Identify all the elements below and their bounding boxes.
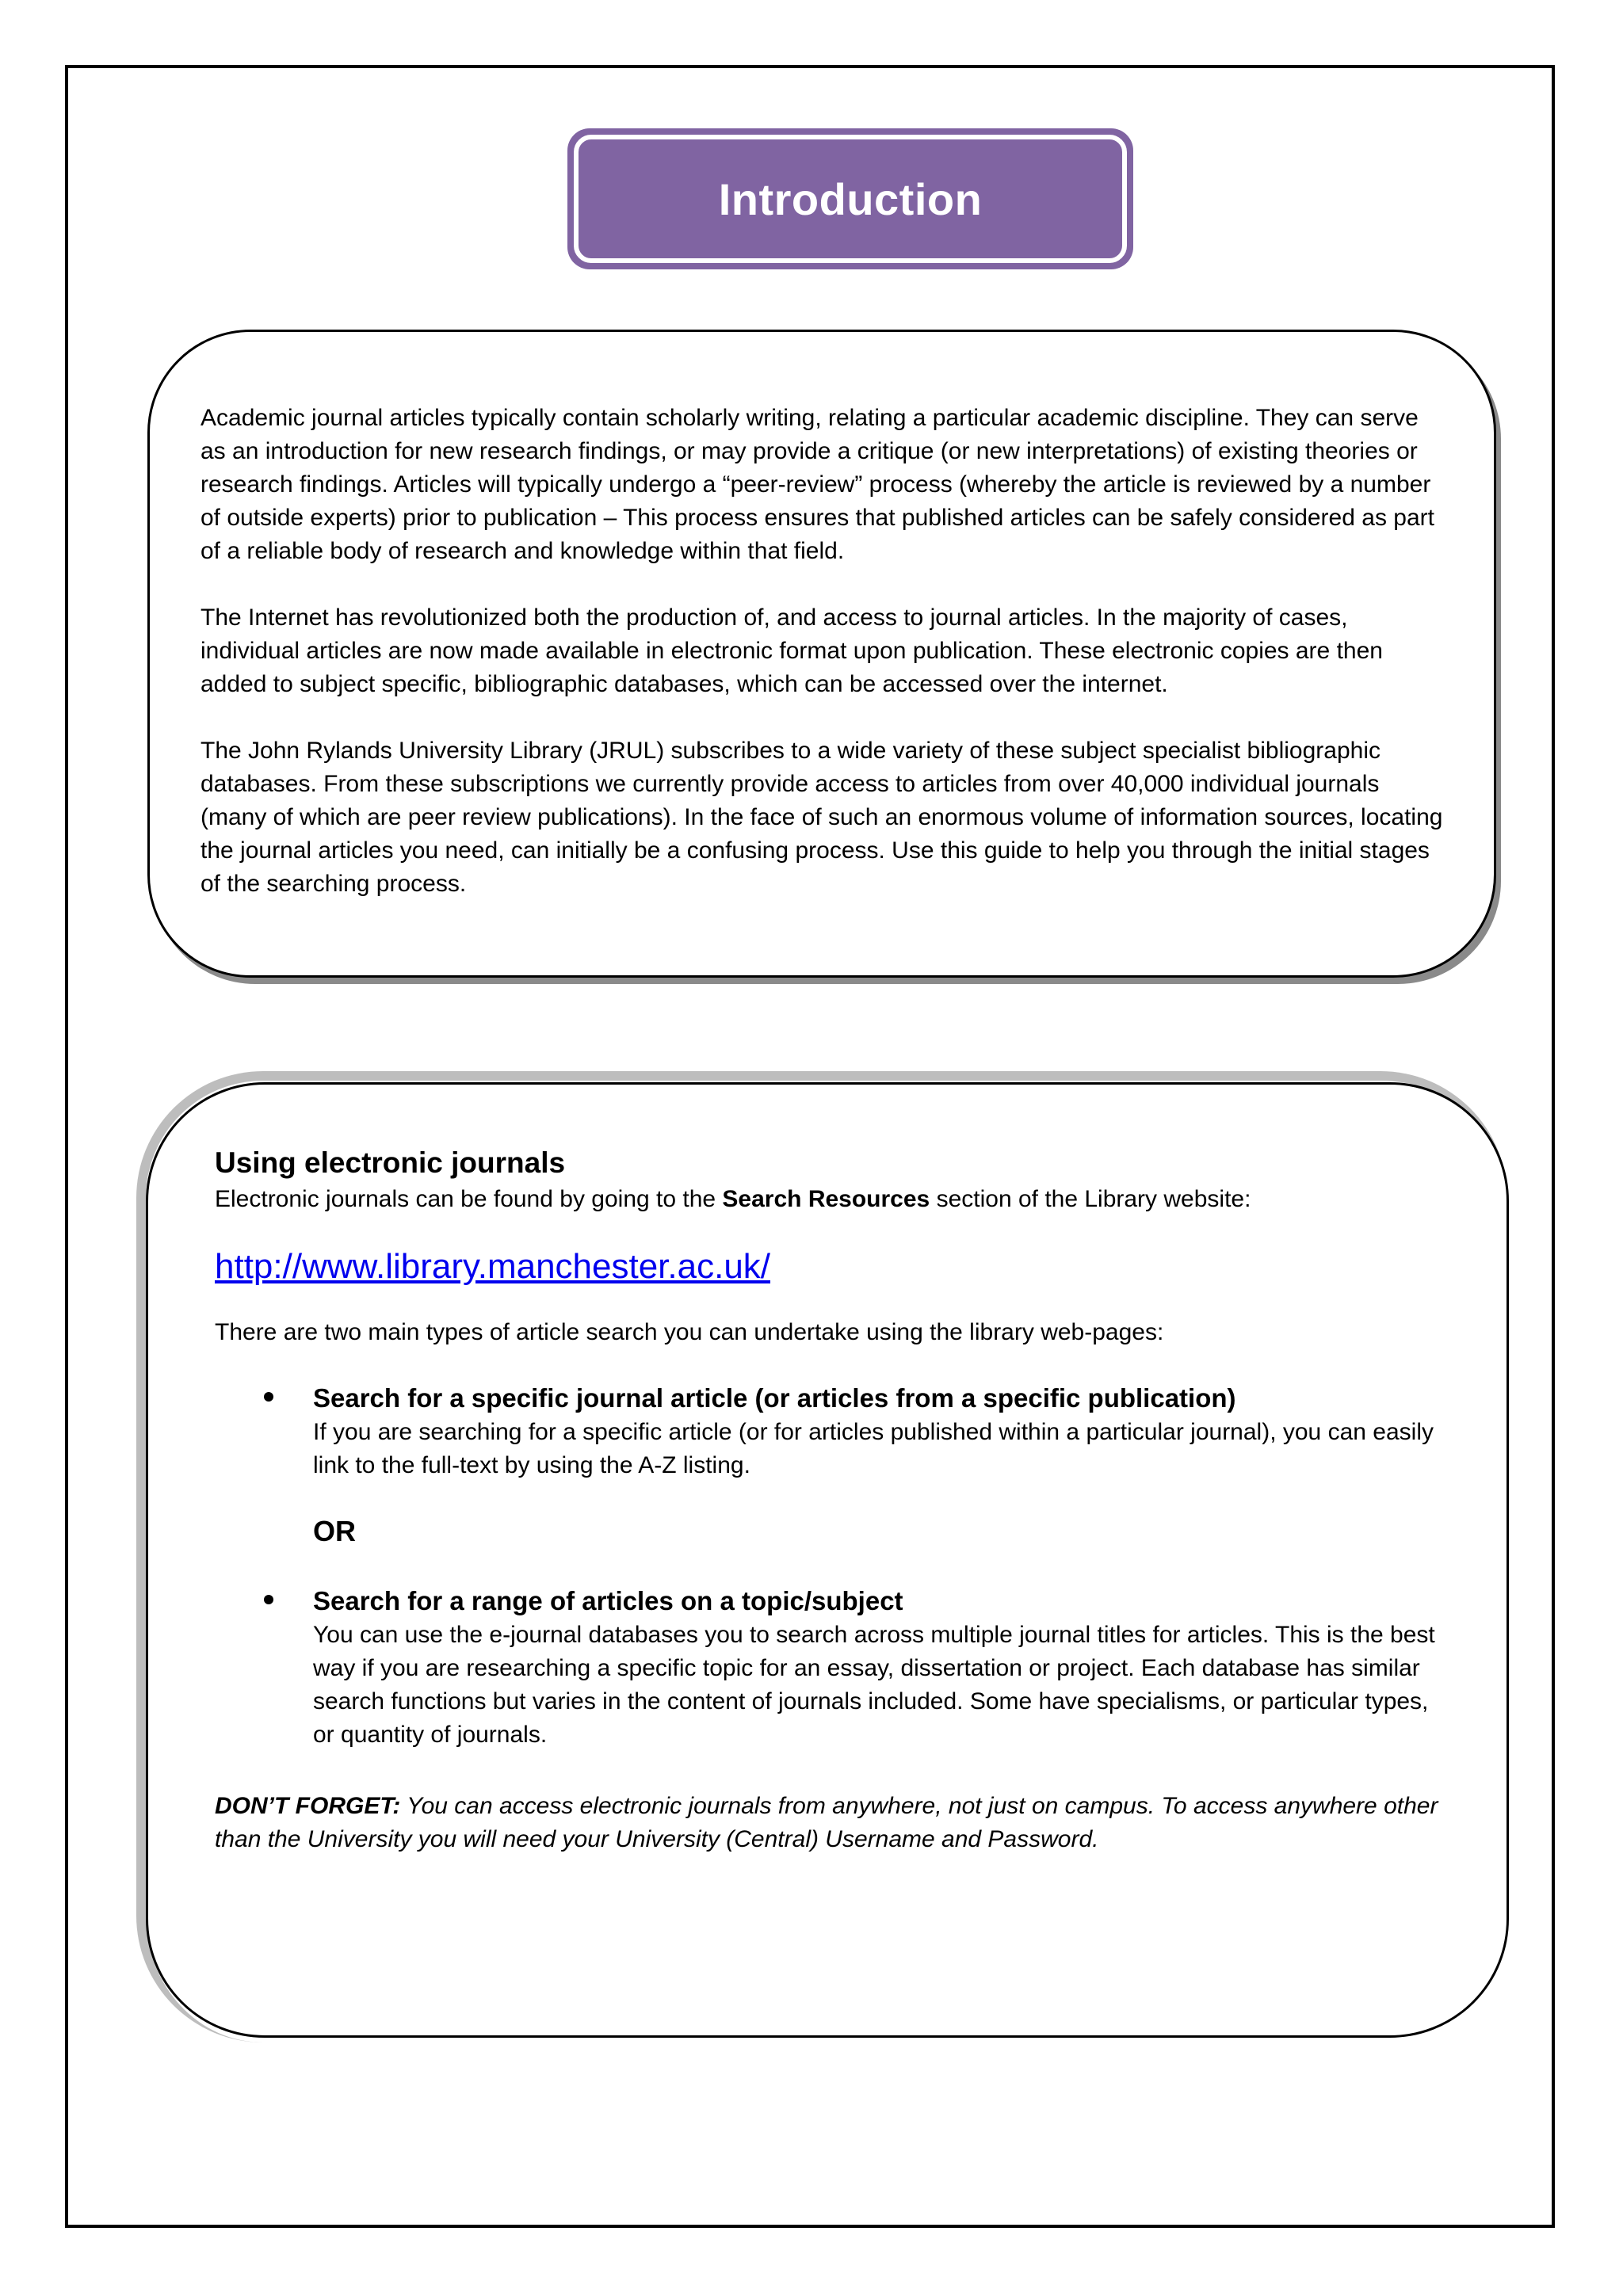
ejournals-heading: Using electronic journals: [215, 1146, 566, 1179]
or-separator: OR: [313, 1515, 356, 1547]
title-banner-inner: [574, 135, 1127, 263]
intro-paragraph-3: The John Rylands University Library (JRUL) subscribes to a wide variety of these subject specialist bibliographic databases. From these subscriptions we currently provide access to articles from over 40,000 individual journals (many of which are peer review publications). In the face of such an enormous volume of information sources, locating the journal articles you need, can initially be a confusing process. Use this guide to help you through the initial stages of the searching process.: [200, 738, 1443, 897]
intro-paragraph-2: The Internet has revolutionized both the production of, and access to journal articles. In the majority of cases, individual articles are now made available in electronic format upon publication. These electronic copies are then added to subject specific, bibliographic databases, which can be accessed over the internet.: [200, 605, 1383, 697]
ejournals-intro-after: section of the Library website:: [930, 1186, 1251, 1212]
list-item-heading: Search for a range of articles on a topic/subject: [313, 1586, 903, 1615]
dont-forget-label: DON’T FORGET:: [215, 1793, 401, 1819]
library-website-link[interactable]: http://www.library.manchester.ac.uk/: [215, 1247, 771, 1286]
ejournals-intro-before: Electronic journals can be found by going to the: [215, 1186, 723, 1212]
ejournals-intro: [215, 1183, 1443, 1216]
search-types-list: [215, 1381, 1443, 1482]
title-banner: [567, 128, 1133, 269]
list-item: [215, 1381, 1443, 1482]
intro-box: [147, 330, 1496, 978]
intro-paragraph-1: Academic journal articles typically contain scholarly writing, relating a particular academic discipline. They can serve as an introduction for new research findings, or may provide a critique (or new interpretations) of existing theories or research findings. Articles will typically undergo a “peer-review” process (whereby the article is reviewed by a number of outside experts) prior to publication – This process ensures that published articles can be safely considered as part of a reliable body of research and knowledge within that field.: [200, 405, 1434, 564]
bullet-icon: [264, 1595, 273, 1604]
ejournals-intro-bold: Search Resources: [722, 1186, 930, 1212]
dont-forget-note: [215, 1790, 1443, 1856]
list-item-text: You can use the e-journal databases you to search across multiple journal titles for articles. This is the best way if you are researching a specific topic for an essay, dissertation or project. Each database has similar search functions but varies in the content of journals included. Some have specialisms, or particular types, or quantity of journals.: [313, 1622, 1435, 1748]
search-types-text: There are two main types of article search you can undertake using the library web-pages:: [215, 1319, 1164, 1345]
dont-forget-text: You can access electronic journals from anywhere, not just on campus. To access anywhere other than the University you will need your University (Central) Username and Password.: [215, 1793, 1438, 1852]
ejournals-box: [146, 1082, 1509, 2038]
list-item: [215, 1584, 1443, 1752]
list-item-text: If you are searching for a specific article (or for articles published within a particular journal), you can easily link to the full-text by using the A-Z listing.: [313, 1419, 1434, 1478]
list-item-heading: Search for a specific journal article (or articles from a specific publication): [313, 1383, 1236, 1413]
search-types-list-2: [215, 1584, 1443, 1752]
page-title: Introduction: [718, 174, 983, 224]
bullet-icon: [264, 1392, 273, 1402]
